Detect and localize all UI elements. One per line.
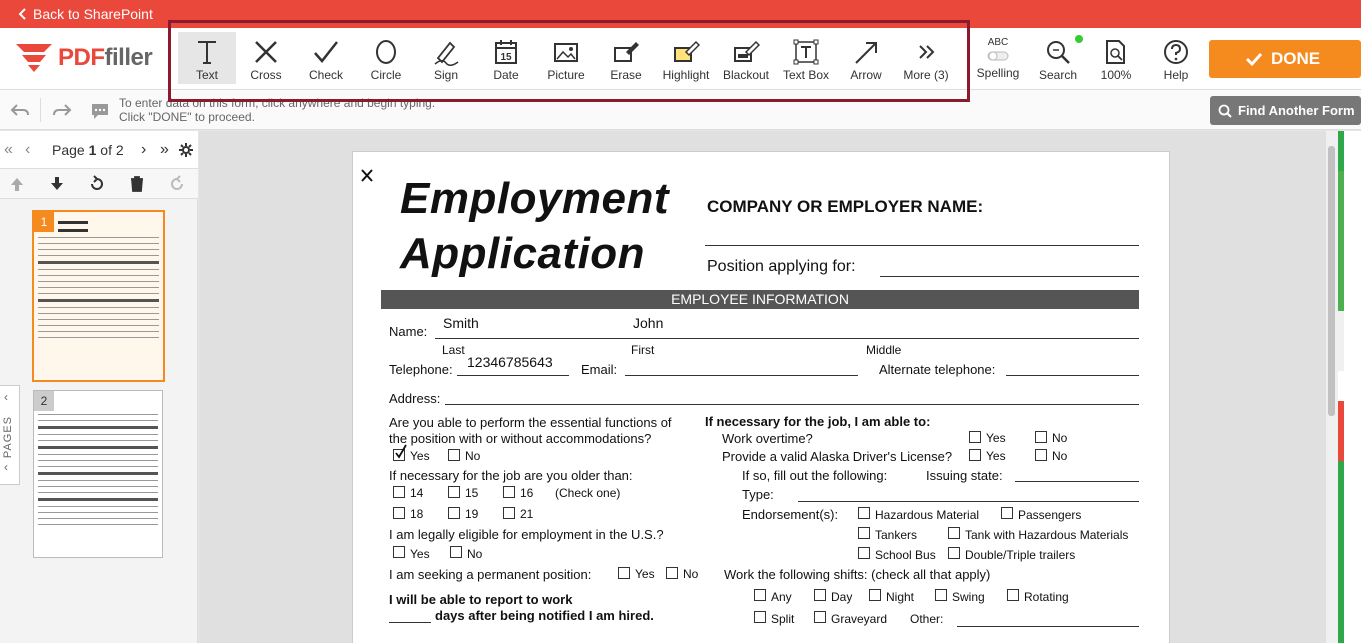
endorsement-checkbox[interactable] — [948, 527, 960, 539]
permanent-yes-checkbox[interactable] — [618, 567, 630, 579]
alt-telephone-field[interactable] — [1006, 375, 1139, 376]
text-box-tool-button[interactable] — [777, 32, 835, 84]
report-line-1: I will be able to report to work — [389, 592, 573, 607]
older-question: If necessary for the job are you older than: — [389, 468, 633, 483]
tool-label: Picture — [547, 68, 585, 82]
tool-label: Help — [1163, 68, 1189, 82]
eligible-no-checkbox[interactable] — [450, 546, 462, 558]
shift-option: Rotating — [1024, 590, 1069, 604]
side-tab-red[interactable] — [1338, 401, 1344, 461]
last-label: Last — [442, 343, 465, 357]
type-label: Type: — [742, 487, 774, 502]
tool-label: Date — [493, 68, 519, 82]
signature-pen-icon — [432, 38, 460, 66]
other-label: Other: — [910, 612, 944, 626]
first-page-icon[interactable]: « — [4, 141, 13, 158]
logo-filler-text: filler — [104, 44, 153, 71]
endorsement-option: Hazardous Material — [875, 508, 980, 522]
scrollbar-thumb[interactable] — [1328, 146, 1335, 416]
address-label: Address: — [389, 391, 441, 406]
hint-line-1: To enter data on this form, click anywhere and begin typing. — [119, 96, 436, 110]
gear-icon[interactable] — [178, 142, 194, 158]
pages-tab-label: PAGES — [2, 416, 14, 459]
rotate-page-icon[interactable] — [88, 175, 106, 193]
tool-label: Text Box — [782, 68, 830, 82]
of-word: of — [100, 142, 112, 158]
pages-panel — [0, 131, 198, 643]
shift-option: Graveyard — [831, 612, 888, 626]
find-form-label: Find Another Form — [1238, 103, 1355, 118]
essential-no-checkbox[interactable] — [448, 449, 460, 461]
done-label: DONE — [1271, 49, 1321, 68]
arrow-icon — [852, 38, 880, 66]
no-label: No — [467, 547, 483, 561]
position-label: Position applying for: — [707, 258, 856, 275]
endorsement-checkbox[interactable] — [858, 507, 870, 519]
date-tool-button[interactable] — [477, 32, 535, 84]
age-checkbox[interactable] — [448, 507, 460, 519]
eligible-yes-checkbox[interactable] — [393, 546, 405, 558]
check-tool-button[interactable] — [297, 32, 355, 84]
endorsement-checkbox[interactable] — [858, 547, 870, 559]
tool-label: Check — [308, 68, 343, 82]
endorsements-label: Endorsement(s): — [742, 507, 839, 522]
no-label: No — [1052, 431, 1068, 445]
chevron-left-icon: ‹ — [4, 460, 8, 474]
side-tab-green-2[interactable] — [1338, 171, 1344, 311]
cross-icon — [252, 38, 280, 66]
hint-line-2: Click "DONE" to proceed. — [119, 110, 255, 124]
chevron-left-icon — [18, 8, 27, 20]
back-to-sharepoint-link[interactable] — [18, 6, 153, 22]
blackout-icon — [732, 38, 760, 66]
title-line-1: Employment — [400, 174, 670, 223]
check-one-note: (Check one) — [555, 486, 621, 500]
telephone-value[interactable]: 12346785643 — [467, 354, 553, 370]
endorsement-checkbox[interactable] — [858, 527, 870, 539]
top-bar — [0, 0, 1361, 28]
move-page-down-icon[interactable] — [48, 175, 66, 193]
check-icon — [1245, 52, 1263, 66]
age-label: 18 — [410, 507, 424, 521]
spelling-abc-badge: ABC — [987, 37, 1009, 48]
vertical-scrollbar[interactable] — [1326, 131, 1338, 643]
shift-option: Split — [771, 612, 795, 626]
page-indicator — [52, 142, 124, 158]
shift-checkbox[interactable] — [754, 589, 766, 601]
page-word: Page — [52, 142, 85, 158]
logo-pdf-text: PDF — [58, 44, 105, 71]
page-thumbnail-number: 1 — [34, 212, 54, 232]
tool-label: Circle — [370, 68, 402, 82]
blackout-tool-button[interactable] — [717, 32, 775, 84]
picture-icon — [552, 38, 580, 66]
toolbar — [0, 28, 1361, 90]
age-checkbox[interactable] — [448, 486, 460, 498]
age-label: 15 — [465, 486, 479, 500]
shift-checkbox[interactable] — [935, 589, 947, 601]
status-dot — [1075, 35, 1083, 43]
overtime-no-checkbox[interactable] — [1035, 431, 1047, 443]
text-icon — [193, 38, 221, 66]
yes-label: Yes — [410, 449, 430, 463]
zoom-page-icon — [1102, 38, 1130, 66]
if-necessary-heading: If necessary for the job, I am able to: — [705, 414, 931, 429]
age-label: 16 — [520, 486, 534, 500]
email-label: Email: — [581, 362, 618, 377]
page-navigation — [0, 131, 198, 169]
redo-icon[interactable] — [52, 100, 72, 120]
permanent-no-checkbox[interactable] — [666, 567, 678, 579]
name-label: Name: — [389, 324, 428, 339]
license-no-checkbox[interactable] — [1035, 449, 1047, 461]
tool-label: Blackout — [722, 68, 770, 82]
prev-page-icon[interactable]: ‹ — [25, 141, 31, 158]
spelling-button[interactable] — [969, 32, 1027, 84]
current-page: 1 — [88, 142, 97, 158]
section-header: EMPLOYEE INFORMATION — [381, 290, 1139, 309]
eligible-question: I am legally eligible for employment in the U.S.? — [389, 527, 664, 542]
last-name-value[interactable]: Smith — [443, 315, 479, 331]
pdffiller-logo-icon — [14, 42, 54, 74]
right-side-strip — [1338, 131, 1361, 643]
first-name-value[interactable]: John — [633, 315, 664, 331]
issuing-state-label: Issuing state: — [926, 468, 1003, 483]
license-yes-checkbox[interactable] — [969, 449, 981, 461]
report-line-2: days after being notified I am hired. — [435, 608, 654, 623]
if-so-label: If so, fill out the following: — [742, 468, 888, 483]
tool-label: Arrow — [850, 68, 882, 82]
hint-text — [119, 96, 435, 124]
alt-telephone-label: Alternate telephone: — [879, 362, 996, 377]
pages-tab[interactable] — [0, 385, 20, 485]
shift-checkbox[interactable] — [869, 589, 881, 601]
calendar-icon — [492, 38, 520, 66]
age-label: 21 — [520, 507, 534, 521]
arrow-tool-button[interactable] — [837, 32, 895, 84]
picture-tool-button[interactable] — [537, 32, 595, 84]
page-thumbnail-2[interactable] — [33, 390, 163, 558]
age-checkbox[interactable] — [503, 486, 515, 498]
help-button[interactable] — [1147, 32, 1205, 84]
yes-label: Yes — [986, 431, 1006, 445]
thumbnail-preview — [34, 391, 162, 525]
text-tool-button[interactable] — [178, 32, 236, 84]
eraser-icon — [612, 38, 640, 66]
delete-page-icon[interactable] — [128, 175, 146, 193]
page-actions — [0, 169, 198, 199]
cross-mark-icon[interactable] — [360, 167, 374, 183]
company-field[interactable] — [705, 245, 1139, 246]
text-box-icon — [792, 38, 820, 66]
permanent-question: I am seeking a permanent position: — [389, 567, 592, 582]
tool-label: Erase — [610, 68, 642, 82]
thumbnail-preview — [34, 212, 163, 380]
tool-label: More (3) — [903, 68, 949, 82]
endorsement-option: Tankers — [875, 528, 918, 542]
tool-label: Cross — [250, 68, 282, 82]
name-field[interactable] — [435, 338, 1139, 339]
check-mark-icon — [394, 443, 408, 459]
find-another-form-button[interactable] — [1210, 96, 1361, 125]
circle-icon — [372, 38, 400, 66]
endorsement-checkbox[interactable] — [948, 547, 960, 559]
no-label: No — [683, 567, 699, 581]
shift-option: Night — [886, 590, 915, 604]
yes-label: Yes — [410, 547, 430, 561]
type-field[interactable] — [798, 501, 1139, 502]
endorsement-option: School Bus — [875, 548, 936, 562]
title-line-2: Application — [400, 229, 646, 278]
shift-checkbox[interactable] — [814, 589, 826, 601]
email-field[interactable] — [625, 375, 858, 376]
erase-tool-button[interactable] — [597, 32, 655, 84]
tool-label: Text — [195, 68, 218, 82]
essential-question-1: Are you able to perform the essential functions of — [389, 415, 672, 430]
overtime-yes-checkbox[interactable] — [969, 431, 981, 443]
position-field[interactable] — [880, 276, 1139, 277]
sign-tool-button[interactable] — [417, 32, 475, 84]
circle-tool-button[interactable] — [357, 32, 415, 84]
side-tab-green-3[interactable] — [1338, 461, 1344, 643]
report-days-field[interactable] — [389, 622, 431, 623]
calendar-day-text: 15 — [500, 52, 512, 63]
yes-label: Yes — [635, 567, 655, 581]
page-thumbnail-number: 2 — [34, 391, 54, 411]
side-tab-blank — [1338, 311, 1344, 371]
last-page-icon[interactable]: » — [160, 141, 169, 158]
move-page-up-icon[interactable] — [8, 175, 26, 193]
other-shift-field[interactable] — [957, 626, 1139, 627]
shifts-label: Work the following shifts: (check all that apply) — [724, 567, 991, 582]
double-chevron-right-icon — [912, 38, 940, 66]
search-icon — [1044, 38, 1072, 66]
hint-bar — [0, 90, 1361, 130]
essential-question-2: the position with or without accommodations? — [389, 431, 652, 446]
total-pages: 2 — [115, 142, 124, 158]
help-icon — [1162, 38, 1190, 66]
highlighter-icon — [672, 38, 700, 66]
issuing-state-field[interactable] — [1015, 481, 1139, 482]
age-label: 14 — [410, 486, 424, 500]
yes-label: Yes — [986, 449, 1006, 463]
divider — [40, 98, 41, 122]
middle-label: Middle — [866, 343, 902, 357]
age-label: 19 — [465, 507, 479, 521]
shift-checkbox[interactable] — [1007, 589, 1019, 601]
next-page-icon[interactable]: › — [141, 141, 147, 158]
work-overtime-label: Work overtime? — [722, 431, 813, 446]
endorsement-option: Double/Triple trailers — [965, 548, 1076, 562]
endorsement-option: Tank with Hazardous Materials — [965, 528, 1129, 542]
chat-bubble-icon — [90, 102, 110, 120]
shift-checkbox[interactable] — [754, 611, 766, 623]
page-thumbnail-1[interactable] — [32, 210, 165, 382]
no-label: No — [1052, 449, 1068, 463]
shift-option: Swing — [952, 590, 985, 604]
shift-option: Day — [831, 590, 853, 604]
telephone-label: Telephone: — [389, 362, 453, 377]
pdffiller-logo[interactable] — [14, 42, 152, 74]
undo-icon[interactable] — [10, 100, 30, 120]
company-label: COMPANY OR EMPLOYER NAME: — [707, 197, 984, 216]
age-checkbox[interactable] — [393, 507, 405, 519]
highlight-tool-button[interactable] — [657, 32, 715, 84]
age-checkbox[interactable] — [393, 486, 405, 498]
no-label: No — [465, 449, 481, 463]
back-label: Back to SharePoint — [33, 6, 153, 22]
tool-label: Spelling — [976, 66, 1020, 80]
shift-option: Any — [771, 590, 792, 604]
tool-label: Highlight — [662, 68, 710, 82]
tool-label: Search — [1038, 68, 1078, 82]
side-tab-green[interactable] — [1338, 131, 1344, 171]
alaska-license-label: Provide a valid Alaska Driver's License? — [722, 449, 953, 464]
tool-label: 100% — [1100, 68, 1132, 82]
toggle-switch-icon — [984, 49, 1012, 63]
age-checkbox[interactable] — [503, 507, 515, 519]
document-area — [199, 131, 1326, 643]
tool-label: Sign — [433, 68, 459, 82]
cross-tool-button[interactable] — [237, 32, 295, 84]
shift-checkbox[interactable] — [814, 611, 826, 623]
first-label: First — [631, 343, 655, 357]
chevron-left-icon: ‹ — [4, 390, 8, 404]
check-icon — [312, 38, 340, 66]
more-tools-button[interactable] — [897, 32, 955, 84]
document-page[interactable] — [352, 151, 1170, 643]
telephone-field[interactable] — [457, 375, 569, 376]
address-field[interactable] — [445, 404, 1139, 405]
zoom-button[interactable] — [1087, 32, 1145, 84]
endorsement-option: Passengers — [1018, 508, 1082, 522]
done-button[interactable] — [1209, 40, 1361, 78]
endorsement-checkbox[interactable] — [1001, 507, 1013, 519]
search-icon — [1218, 104, 1232, 118]
refresh-icon[interactable] — [168, 175, 186, 193]
